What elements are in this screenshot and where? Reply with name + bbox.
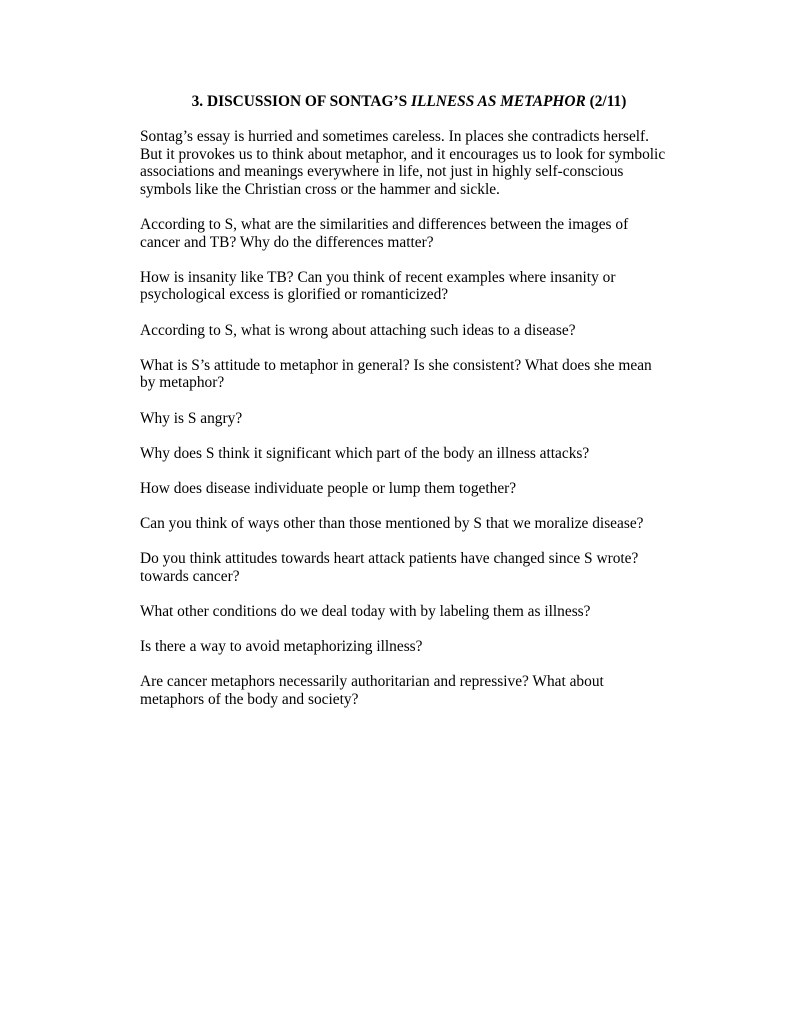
paragraph <box>140 638 680 656</box>
paragraph-line: Is there a way to avoid metaphorizing illness? <box>140 638 423 656</box>
document-body <box>140 128 680 726</box>
paragraph <box>140 515 680 533</box>
paragraph-line: Are cancer metaphors necessarily authoritarian and repressive? What about <box>140 673 604 691</box>
title-prefix: 3. DISCUSSION OF SONTAG’S <box>191 93 411 110</box>
paragraph <box>140 128 680 198</box>
paragraph-line: But it provokes us to think about metaphor, and it encourages us to look for symbolic <box>140 145 666 163</box>
paragraph-line: Can you think of ways other than those mentioned by S that we moralize disease? <box>140 515 644 533</box>
document-title <box>0 93 791 111</box>
paragraph-line: cancer and TB? Why do the differences matter? <box>140 233 434 251</box>
paragraph <box>140 216 680 251</box>
paragraph <box>140 603 680 621</box>
paragraph-line: symbols like the Christian cross or the hammer and sickle. <box>140 180 500 198</box>
paragraph-line: What other conditions do we deal today with by labeling them as illness? <box>140 603 591 621</box>
paragraph <box>140 445 680 463</box>
paragraph-line: How is insanity like TB? Can you think of recent examples where insanity or <box>140 268 616 286</box>
title-suffix: (2/11) <box>585 93 627 110</box>
paragraph <box>140 269 680 304</box>
paragraph <box>140 410 680 428</box>
paragraph-line: According to S, what are the similarities and differences between the images of <box>140 215 629 233</box>
paragraph <box>140 357 680 392</box>
paragraph <box>140 550 680 585</box>
paragraph-line: Why does S think it significant which part of the body an illness attacks? <box>140 444 590 462</box>
paragraph-line: Do you think attitudes towards heart attack patients have changed since S wrote? <box>140 550 639 568</box>
paragraph <box>140 673 680 708</box>
title-italic-work: ILLNESS AS METAPHOR <box>410 93 586 110</box>
paragraph-line: How does disease individuate people or lump them together? <box>140 479 517 497</box>
paragraph-line: What is S’s attitude to metaphor in general? Is she consistent? What does she mean <box>140 356 652 374</box>
paragraph-line: According to S, what is wrong about attaching such ideas to a disease? <box>140 321 576 339</box>
paragraph-line: metaphors of the body and society? <box>140 691 359 708</box>
paragraph-line: psychological excess is glorified or romanticized? <box>140 286 449 304</box>
paragraph <box>140 322 680 340</box>
paragraph <box>140 480 680 498</box>
paragraph-line: Sontag’s essay is hurried and sometimes careless. In places she contradicts herself. <box>140 128 650 145</box>
paragraph-line: Why is S angry? <box>140 409 243 427</box>
paragraph-line: towards cancer? <box>140 567 240 585</box>
paragraph-line: associations and meanings everywhere in life, not just in highly self-conscious <box>140 163 624 181</box>
paragraph-line: by metaphor? <box>140 374 225 392</box>
